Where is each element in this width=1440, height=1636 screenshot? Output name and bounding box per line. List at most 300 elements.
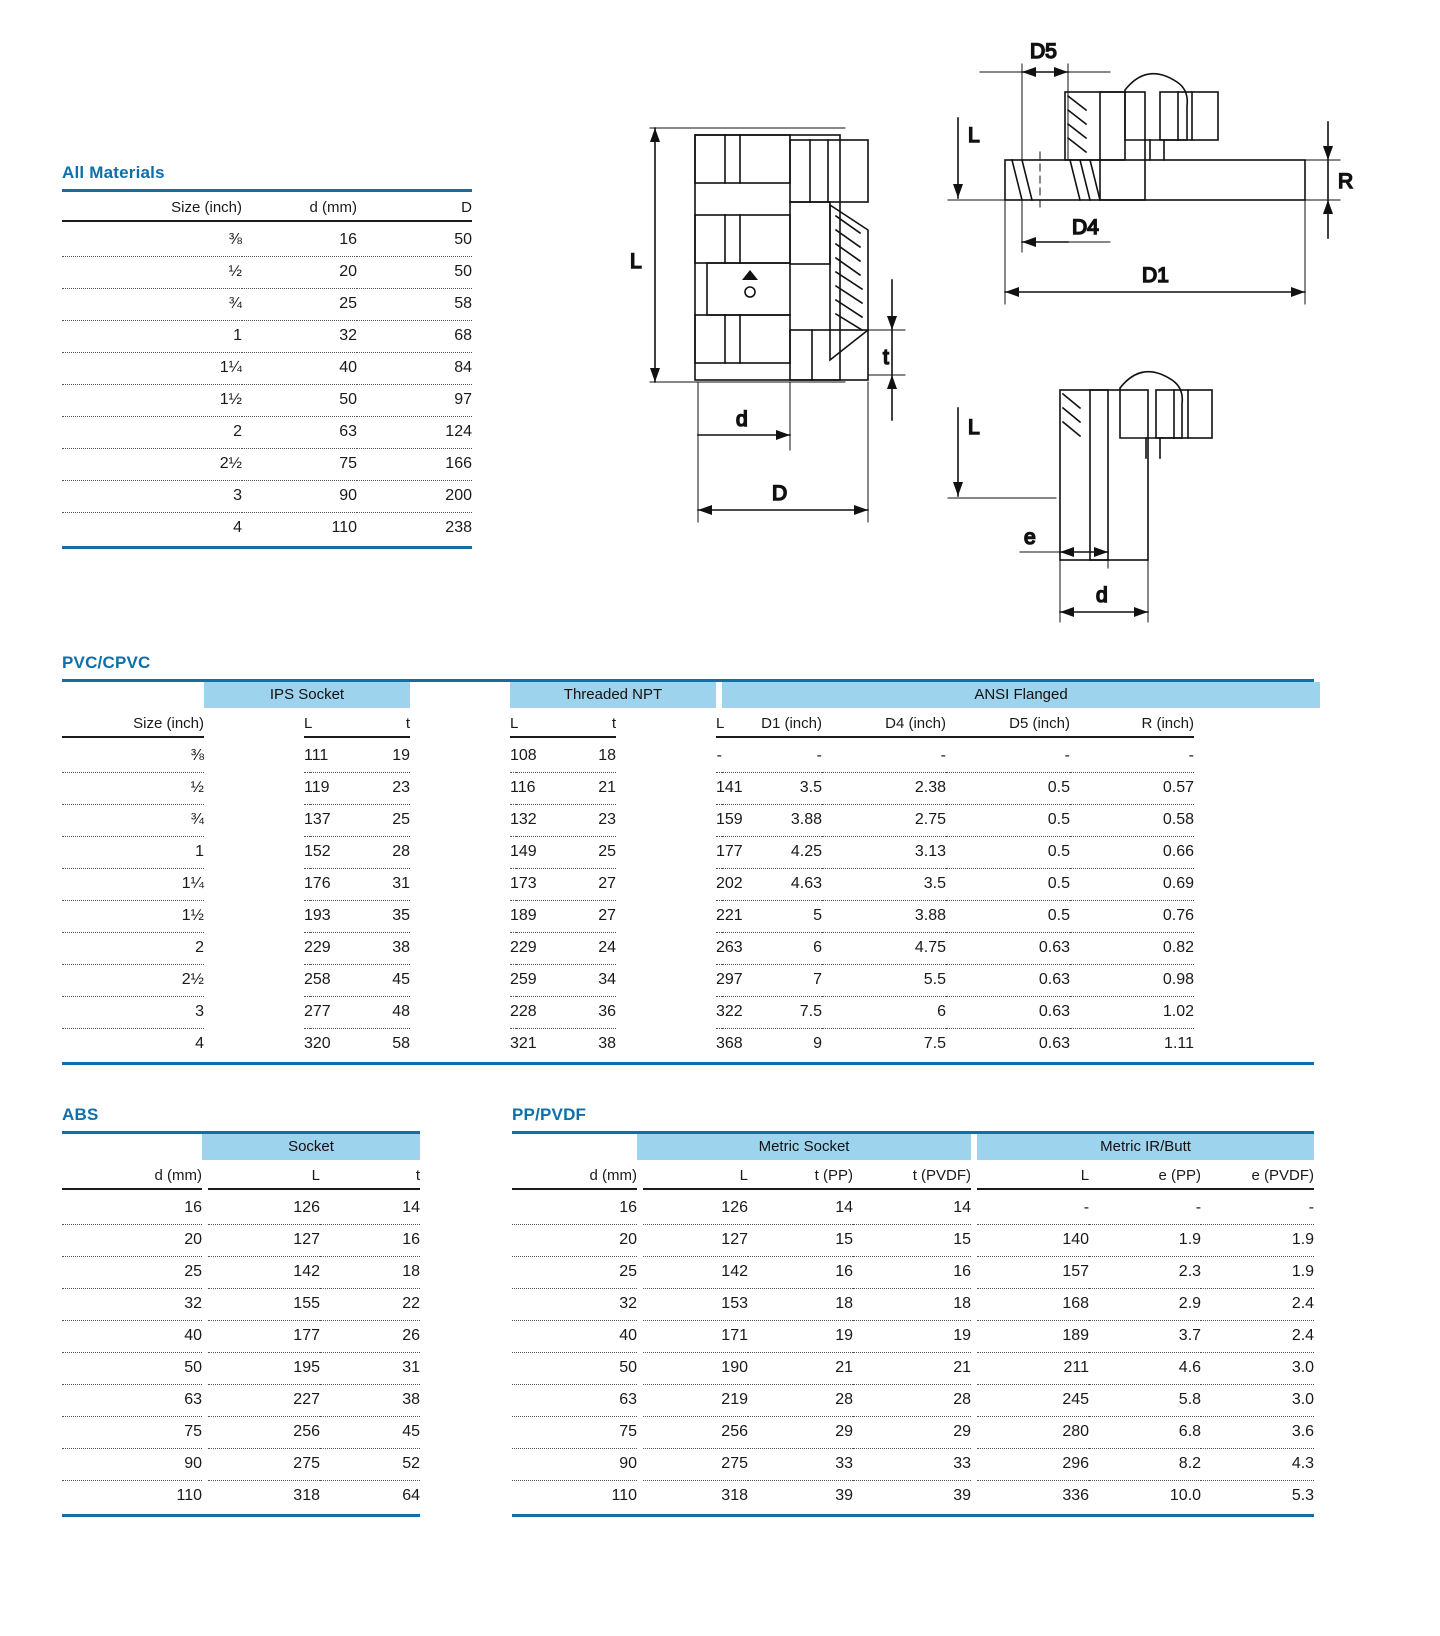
table-cell: 20: [512, 1225, 637, 1257]
table-row: [512, 1193, 1314, 1225]
table-row: [62, 1353, 420, 1385]
table-cell: 3.88: [822, 901, 946, 933]
table-cell: 21: [748, 1353, 853, 1385]
table-cell: 1¼: [62, 353, 242, 385]
table-cell: 3: [62, 997, 204, 1029]
table-cell: 1.11: [1164, 1035, 1194, 1052]
table-cell: 84: [357, 353, 472, 385]
group-header-cell: Metric Socket: [637, 1134, 971, 1160]
table-cell: ¾: [62, 289, 242, 321]
table-cell: 20: [62, 1225, 202, 1257]
table-cell: 63: [62, 1385, 202, 1417]
column-header-row: [62, 192, 472, 225]
table-cell-spacer: [616, 805, 716, 837]
table-cell: 50: [357, 225, 472, 257]
table-cell: 1.9: [1201, 1257, 1314, 1289]
table-cell: 10.0: [1169, 1487, 1202, 1504]
table-cell: 0.63: [946, 997, 1070, 1029]
table-cell: 256: [208, 1417, 320, 1449]
table-cell: 36: [516, 997, 616, 1029]
dim-label-D1: D1: [1142, 264, 1169, 287]
table-cell: 33: [853, 1449, 971, 1481]
table-cell: 110: [331, 519, 357, 536]
table-cell: 1.02: [1070, 997, 1194, 1029]
table-cell: -: [722, 741, 822, 773]
table-row: [62, 1321, 420, 1353]
table-cell: 0.82: [1070, 933, 1194, 965]
group-header-row: [512, 1134, 1314, 1160]
table-cell: 4: [195, 1035, 204, 1052]
table-row: [512, 1385, 1314, 1417]
table-cell: 166: [357, 449, 472, 481]
table-cell: 5: [722, 901, 822, 933]
table-cell: 153: [643, 1289, 748, 1321]
table-row: [62, 1449, 420, 1481]
table-row: [512, 1225, 1314, 1257]
table-cell: 0.66: [1070, 837, 1194, 869]
table-cell: 4: [233, 519, 242, 536]
column-spacer: [616, 708, 716, 741]
table-row: [62, 741, 1320, 773]
table-cell: 38: [320, 1385, 420, 1417]
table-cell: 23: [310, 773, 410, 805]
table-cell: 3.7: [1089, 1321, 1201, 1353]
table-cell: 263: [716, 933, 722, 965]
table-cell: 200: [357, 481, 472, 513]
table-cell: 132: [510, 805, 516, 837]
column-header-row: [512, 1160, 1314, 1193]
column-header-row: [62, 1160, 420, 1193]
table-cell: 75: [242, 449, 357, 481]
table-cell: 22: [320, 1289, 420, 1321]
table-cell: 63: [242, 417, 357, 449]
table-cell: 4.6: [1089, 1353, 1201, 1385]
table-cell: 229: [510, 933, 516, 965]
table-cell: 0.69: [1070, 869, 1194, 901]
table-cell: 18: [516, 741, 616, 773]
table-cell: 2.38: [822, 773, 946, 805]
table-cell: 40: [512, 1321, 637, 1353]
table-cell: 280: [977, 1417, 1089, 1449]
table-cell: 219: [643, 1385, 748, 1417]
table-cell: 0.5: [946, 805, 1070, 837]
table-cell: 38: [310, 933, 410, 965]
table-cell: 21: [853, 1353, 971, 1385]
table-row: [62, 449, 472, 481]
column-header: d (mm): [242, 192, 357, 225]
table-row: [62, 965, 1320, 997]
table-cell: 141: [716, 773, 722, 805]
table-cell: 15: [853, 1225, 971, 1257]
table-cell: 173: [510, 869, 516, 901]
group-header-row: [62, 682, 1320, 708]
pvc-cpvc-table: [62, 682, 1320, 1060]
table-cell: 256: [643, 1417, 748, 1449]
table-cell: 14: [320, 1193, 420, 1225]
table-row: [512, 1257, 1314, 1289]
table-cell: 90: [62, 1449, 202, 1481]
table-cell: 0.5: [946, 869, 1070, 901]
column-header: L: [716, 708, 722, 741]
table-row: [512, 1449, 1314, 1481]
group-header-cell: Metric IR/Butt: [977, 1134, 1314, 1160]
table-cell: 31: [310, 869, 410, 901]
table-bottom-rule: [62, 1062, 1314, 1065]
table-cell: -: [946, 741, 1070, 773]
table-cell-spacer: [616, 901, 716, 933]
table-cell: 18: [853, 1289, 971, 1321]
table-cell: 2: [62, 417, 242, 449]
table-cell: 75: [512, 1417, 637, 1449]
table-cell: 27: [516, 901, 616, 933]
table-cell: 50: [62, 1353, 202, 1385]
table-cell: 40: [62, 1321, 202, 1353]
table-cell: 2.4: [1201, 1289, 1314, 1321]
table-cell: 297: [716, 965, 722, 997]
group-header-cell: IPS Socket: [204, 682, 410, 708]
table-row: [62, 1193, 420, 1225]
table-cell: 1: [62, 321, 242, 353]
table-cell: 0.5: [946, 773, 1070, 805]
table-cell: 228: [510, 997, 516, 1029]
table-cell: ⅜: [62, 741, 204, 773]
table-cell: 32: [62, 1289, 202, 1321]
table-cell: -: [716, 741, 722, 773]
table-cell: 259: [510, 965, 516, 997]
table-row: [62, 997, 1320, 1029]
pp-pvdf-table: [512, 1134, 1314, 1512]
table-cell-spacer: [410, 741, 510, 773]
table-cell: 119: [304, 773, 310, 805]
table-cell: 38: [598, 1035, 616, 1052]
table-cell: 4.63: [722, 869, 822, 901]
table-cell: 14: [748, 1193, 853, 1225]
butt-view-drawing: [948, 372, 1212, 622]
table-cell: 14: [853, 1193, 971, 1225]
table-cell: 3.13: [822, 837, 946, 869]
column-header: d (mm): [62, 1160, 202, 1193]
pvc-cpvc-title: PVC/CPVC: [62, 653, 151, 672]
table-bottom-rule: [512, 1514, 1314, 1517]
table-cell: 6.8: [1089, 1417, 1201, 1449]
table-cell-spacer: [616, 741, 716, 773]
table-cell: 111: [304, 741, 310, 773]
table-cell: 2.3: [1089, 1257, 1201, 1289]
column-header: L: [643, 1160, 748, 1193]
table-cell: 0.76: [1070, 901, 1194, 933]
table-cell: 189: [510, 901, 516, 933]
table-cell: 21: [516, 773, 616, 805]
table-cell: 0.57: [1070, 773, 1194, 805]
dim-label-e: e: [1024, 526, 1036, 549]
table-cell: 63: [512, 1385, 637, 1417]
table-cell: 189: [977, 1321, 1089, 1353]
table-cell: 35: [310, 901, 410, 933]
all-materials-table: [62, 192, 472, 544]
table-cell: 27: [516, 869, 616, 901]
table-cell: 4.3: [1201, 1449, 1314, 1481]
table-cell: 336: [1062, 1487, 1090, 1504]
table-cell: 0.63: [1038, 1035, 1070, 1052]
table-cell: 149: [510, 837, 516, 869]
dim-label-d: d: [1096, 584, 1108, 607]
table-row: [62, 1385, 420, 1417]
table-row: [62, 321, 472, 353]
table-cell: 171: [643, 1321, 748, 1353]
table-row: [62, 257, 472, 289]
table-cell: ¾: [62, 805, 204, 837]
table-cell: 8.2: [1089, 1449, 1201, 1481]
table-row: [62, 901, 1320, 933]
table-cell: 124: [357, 417, 472, 449]
abs-table: [62, 1134, 420, 1512]
table-row: [62, 869, 1320, 901]
table-cell: 4.25: [722, 837, 822, 869]
table-cell-spacer: [410, 869, 510, 901]
table-cell: -: [1089, 1193, 1201, 1225]
table-cell-spacer: [616, 773, 716, 805]
table-cell: 25: [310, 805, 410, 837]
column-header: t (PP): [748, 1160, 853, 1193]
table-cell: 5.3: [1291, 1487, 1315, 1504]
group-header-spacer: [410, 682, 510, 708]
front-view-drawing: [630, 128, 905, 522]
table-cell: 3.6: [1201, 1417, 1314, 1449]
abs-block: [62, 1105, 420, 1517]
table-cell: 28: [748, 1385, 853, 1417]
table-cell: 7.5: [923, 1035, 946, 1052]
table-cell: 28: [310, 837, 410, 869]
table-cell-spacer: [616, 965, 716, 997]
table-cell: 39: [835, 1487, 853, 1504]
table-cell: 7.5: [722, 997, 822, 1029]
table-cell: 140: [977, 1225, 1089, 1257]
table-cell: 16: [320, 1225, 420, 1257]
table-cell: 26: [320, 1321, 420, 1353]
table-cell: 0.63: [946, 965, 1070, 997]
table-row: [512, 1289, 1314, 1321]
table-cell: 75: [62, 1417, 202, 1449]
table-cell: 1½: [62, 901, 204, 933]
table-cell: 296: [977, 1449, 1089, 1481]
table-cell: 157: [977, 1257, 1089, 1289]
column-header: L: [977, 1160, 1089, 1193]
table-cell-spacer: [204, 901, 304, 933]
table-cell: 190: [643, 1353, 748, 1385]
table-cell: 9: [813, 1035, 822, 1052]
table-cell: 0.5: [946, 837, 1070, 869]
table-cell: 2½: [62, 965, 204, 997]
table-cell-spacer: [616, 997, 716, 1029]
table-cell: 108: [510, 741, 516, 773]
table-cell: 3.88: [722, 805, 822, 837]
table-cell: 2.75: [822, 805, 946, 837]
table-cell: 258: [304, 965, 310, 997]
table-cell: 275: [208, 1449, 320, 1481]
table-cell: 0.63: [946, 933, 1070, 965]
table-cell: 34: [516, 965, 616, 997]
group-header-spacer: [62, 1134, 202, 1160]
table-cell: 245: [977, 1385, 1089, 1417]
table-cell: 3.0: [1201, 1353, 1314, 1385]
table-cell: 195: [208, 1353, 320, 1385]
table-cell: ½: [62, 773, 204, 805]
table-cell: 20: [242, 257, 357, 289]
table-cell: 238: [445, 519, 472, 536]
table-cell: 6: [822, 997, 946, 1029]
table-cell: 33: [748, 1449, 853, 1481]
column-header: R (inch): [1070, 708, 1194, 741]
table-cell: 29: [853, 1417, 971, 1449]
table-cell-spacer: [204, 965, 304, 997]
table-cell-spacer: [410, 1029, 510, 1061]
table-cell: 2½: [62, 449, 242, 481]
table-cell: 142: [208, 1257, 320, 1289]
abs-title: ABS: [62, 1105, 99, 1124]
table-cell: 2.9: [1089, 1289, 1201, 1321]
column-header: e (PP): [1089, 1160, 1201, 1193]
table-cell: 137: [304, 805, 310, 837]
column-header: e (PVDF): [1201, 1160, 1314, 1193]
table-cell: 97: [357, 385, 472, 417]
table-row: [62, 1289, 420, 1321]
table-cell: 16: [748, 1257, 853, 1289]
table-cell-spacer: [204, 837, 304, 869]
table-cell: 4.75: [822, 933, 946, 965]
table-row: [62, 1225, 420, 1257]
table-cell: 16: [62, 1193, 202, 1225]
table-cell: 0.98: [1070, 965, 1194, 997]
all-materials-block: [62, 163, 472, 549]
group-header-cell: Socket: [202, 1134, 420, 1160]
table-cell: 2: [62, 933, 204, 965]
table-cell-spacer: [204, 741, 304, 773]
table-cell: 221: [716, 901, 722, 933]
table-cell: 64: [402, 1487, 421, 1504]
table-cell: 0.58: [1070, 805, 1194, 837]
drawings-svg: [600, 30, 1420, 630]
table-cell: 211: [977, 1353, 1089, 1385]
table-cell: 25: [62, 1257, 202, 1289]
table-cell: 25: [516, 837, 616, 869]
column-header: D5 (inch): [946, 708, 1070, 741]
table-cell: 320: [304, 1035, 331, 1052]
group-header-cell: ANSI Flanged: [722, 682, 1320, 708]
table-row: [512, 1321, 1314, 1353]
table-cell: 16: [242, 225, 357, 257]
dim-label-t: t: [883, 346, 889, 369]
table-cell: 1½: [62, 385, 242, 417]
table-cell: 6: [722, 933, 822, 965]
table-cell: 318: [293, 1487, 320, 1504]
column-spacer: [410, 708, 510, 741]
table-cell: 25: [512, 1257, 637, 1289]
table-cell: 50: [512, 1353, 637, 1385]
table-cell: 3: [62, 481, 242, 513]
table-cell: 45: [320, 1417, 420, 1449]
table-cell: -: [822, 741, 946, 773]
table-cell: 229: [304, 933, 310, 965]
column-header: t (PVDF): [853, 1160, 971, 1193]
table-cell: 322: [716, 997, 722, 1029]
dim-label-L: L: [630, 250, 642, 273]
table-cell: 24: [516, 933, 616, 965]
table-cell: 176: [304, 869, 310, 901]
table-cell: 7: [722, 965, 822, 997]
table-cell-spacer: [204, 997, 304, 1029]
table-cell: 25: [242, 289, 357, 321]
table-cell-spacer: [616, 869, 716, 901]
dim-label-L: L: [968, 124, 980, 147]
table-cell: 110: [176, 1487, 202, 1504]
column-header: t: [516, 708, 616, 741]
table-cell: 0.5: [946, 901, 1070, 933]
table-row: [512, 1481, 1314, 1513]
table-row: [62, 1257, 420, 1289]
table-cell: 177: [208, 1321, 320, 1353]
table-row: [512, 1353, 1314, 1385]
table-cell: 318: [721, 1487, 748, 1504]
table-cell: -: [977, 1193, 1089, 1225]
group-header-cell: Threaded NPT: [510, 682, 716, 708]
table-cell: 2.4: [1201, 1321, 1314, 1353]
column-header: D4 (inch): [822, 708, 946, 741]
table-cell-spacer: [616, 837, 716, 869]
table-row: [512, 1417, 1314, 1449]
table-row: [62, 805, 1320, 837]
table-cell: 90: [242, 481, 357, 513]
table-cell-spacer: [410, 805, 510, 837]
table-cell: 19: [748, 1321, 853, 1353]
dim-label-D4: D4: [1072, 216, 1099, 239]
table-cell: 193: [304, 901, 310, 933]
table-cell: 58: [392, 1035, 410, 1052]
table-cell-spacer: [204, 805, 304, 837]
table-cell: 116: [510, 773, 516, 805]
technical-drawings: [600, 30, 1420, 630]
table-cell: 1: [62, 837, 204, 869]
table-cell: 177: [716, 837, 722, 869]
table-cell: 45: [310, 965, 410, 997]
table-cell: 1¼: [62, 869, 204, 901]
column-header: d (mm): [512, 1160, 637, 1193]
table-cell: 127: [643, 1225, 748, 1257]
table-cell-spacer: [410, 773, 510, 805]
dim-label-R: R: [1338, 170, 1354, 193]
dim-label-D: D: [772, 482, 788, 505]
table-cell: 16: [512, 1193, 637, 1225]
table-cell: 40: [242, 353, 357, 385]
table-cell: 19: [310, 741, 410, 773]
table-cell: 31: [320, 1353, 420, 1385]
table-cell: 1.9: [1201, 1225, 1314, 1257]
table-cell: 16: [853, 1257, 971, 1289]
column-header: t: [310, 708, 410, 741]
table-cell: 155: [208, 1289, 320, 1321]
table-cell-spacer: [204, 1029, 304, 1061]
column-header: D: [357, 192, 472, 225]
table-cell-spacer: [204, 773, 304, 805]
column-header: L: [510, 708, 516, 741]
table-cell: 168: [977, 1289, 1089, 1321]
table-cell: 126: [208, 1193, 320, 1225]
column-header: L: [304, 708, 310, 741]
column-header: L: [208, 1160, 320, 1193]
table-row: [62, 513, 472, 545]
table-cell: 127: [208, 1225, 320, 1257]
table-cell: 1.9: [1089, 1225, 1201, 1257]
group-header-row: [62, 1134, 420, 1160]
